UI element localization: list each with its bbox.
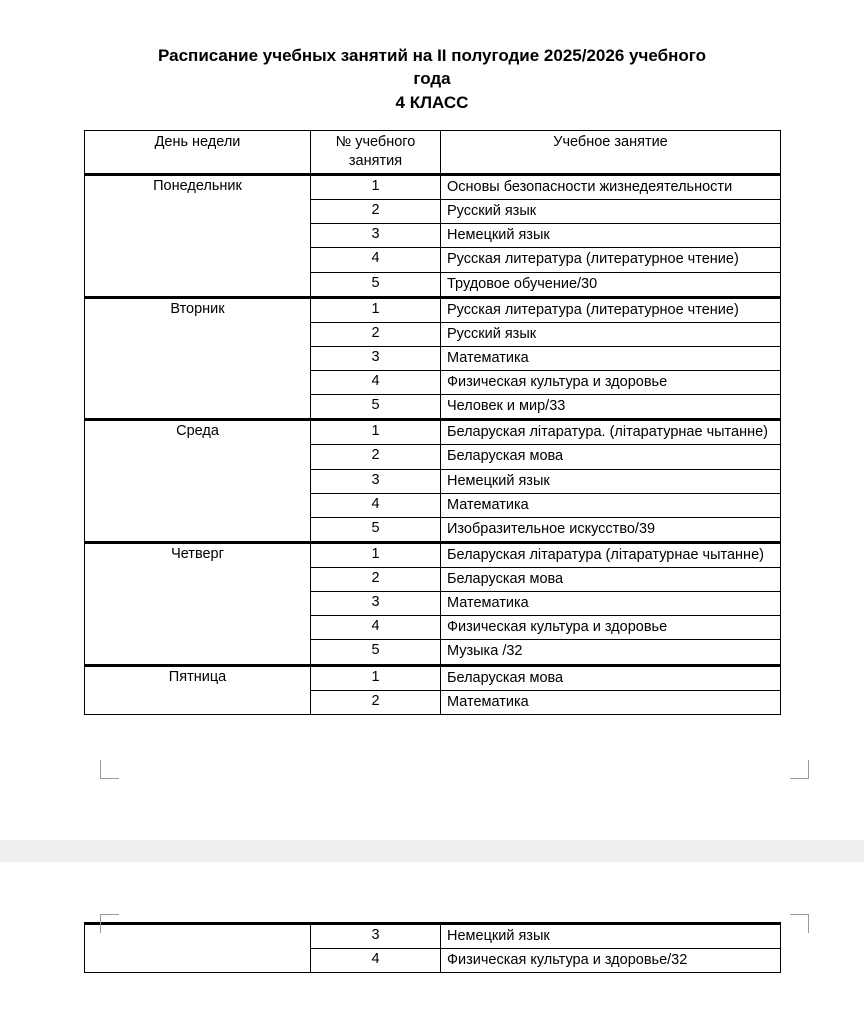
page-subtitle: 4 КЛАСС: [395, 92, 469, 112]
cell-lesson-name: Немецкий язык: [441, 924, 781, 949]
schedule-table-wrapper: [84, 130, 780, 714]
page-title-line-2: года: [413, 69, 451, 89]
cell-lesson-number: 2: [311, 568, 441, 592]
cell-lesson-number: 3: [311, 346, 441, 370]
cell-lesson-name: Физическая культура и здоровье/32: [441, 949, 781, 973]
cell-lesson-number: 4: [311, 949, 441, 973]
page-title: [0, 0, 864, 91]
schedule-continuation-wrapper: [84, 922, 780, 973]
cell-lesson-number: 5: [311, 395, 441, 420]
cell-lesson-number: 5: [311, 640, 441, 665]
table-header-row: [85, 131, 781, 175]
cell-lesson-name: Изобразительное искусство/39: [441, 517, 781, 542]
cell-day: Среда: [85, 420, 311, 543]
cell-lesson-name: Математика: [441, 592, 781, 616]
cell-lesson-name: Основы безопасности жизнедеятельности: [441, 175, 781, 200]
cell-day: Вторник: [85, 297, 311, 420]
cell-lesson-name: Математика: [441, 346, 781, 370]
cell-day: Четверг: [85, 542, 311, 665]
cell-lesson-name: Физическая культура и здоровье: [441, 371, 781, 395]
cell-lesson-number: 2: [311, 690, 441, 714]
continuation-table-body: [85, 924, 781, 973]
cell-lesson-number: 4: [311, 248, 441, 272]
continuation-table-row: [85, 924, 781, 949]
cell-lesson-name: Русский язык: [441, 200, 781, 224]
table-body: [85, 175, 781, 715]
cell-lesson-number: 3: [311, 924, 441, 949]
schedule-table: [84, 130, 781, 714]
cell-lesson-name: Математика: [441, 690, 781, 714]
crop-mark-top-left: [100, 760, 119, 779]
column-header-day: День недели: [85, 131, 311, 175]
cell-lesson-number: 3: [311, 224, 441, 248]
cell-lesson-number: 4: [311, 371, 441, 395]
cell-lesson-number: 1: [311, 420, 441, 445]
cell-lesson-number: 5: [311, 272, 441, 297]
table-header: [85, 131, 781, 175]
cell-lesson-number: 3: [311, 469, 441, 493]
cell-day: Понедельник: [85, 175, 311, 298]
cell-lesson-name: Русская литература (литературное чтение): [441, 297, 781, 322]
cell-lesson-name: Человек и мир/33: [441, 395, 781, 420]
page-title-line-1: Расписание учебных занятий на II полугодие 2025/2026 учебного: [158, 46, 706, 65]
crop-mark-top-right: [790, 760, 809, 779]
cell-lesson-name: Беларуская мова: [441, 445, 781, 469]
cell-lesson-number: 2: [311, 200, 441, 224]
table-row: [85, 542, 781, 567]
document-page-2: [0, 862, 864, 973]
cell-lesson-number: 1: [311, 542, 441, 567]
cell-lesson-name: Немецкий язык: [441, 224, 781, 248]
cell-lesson-name: Трудовое обучение/30: [441, 272, 781, 297]
cell-lesson-number: 4: [311, 493, 441, 517]
table-row: [85, 175, 781, 200]
column-header-number: № учебного занятия: [311, 131, 441, 175]
cell-lesson-name: Музыка /32: [441, 640, 781, 665]
crop-mark-bottom-right: [790, 914, 809, 933]
cell-day: Пятница: [85, 665, 311, 714]
cell-lesson-name: Русская литература (литературное чтение): [441, 248, 781, 272]
crop-mark-bottom-left: [100, 914, 119, 933]
cell-lesson-number: 3: [311, 592, 441, 616]
cell-lesson-name: Беларуская мова: [441, 665, 781, 690]
cell-lesson-name: Беларуская літаратура. (літаратурнае чытанне): [441, 420, 781, 445]
cell-lesson-number: 1: [311, 175, 441, 200]
table-row: [85, 665, 781, 690]
cell-lesson-number: 2: [311, 322, 441, 346]
page-separator: [0, 840, 864, 862]
table-row: [85, 297, 781, 322]
cell-lesson-name: Математика: [441, 493, 781, 517]
table-row: [85, 420, 781, 445]
cell-lesson-name: Немецкий язык: [441, 469, 781, 493]
schedule-continuation-table: [84, 922, 781, 973]
cell-lesson-number: 5: [311, 517, 441, 542]
cell-lesson-number: 1: [311, 297, 441, 322]
column-header-lesson: Учебное занятие: [441, 131, 781, 175]
cell-lesson-number: 4: [311, 616, 441, 640]
cell-lesson-number: 1: [311, 665, 441, 690]
cell-lesson-name: Беларуская літаратура (літаратурнае чытанне): [441, 542, 781, 567]
cell-lesson-number: 2: [311, 445, 441, 469]
cell-lesson-name: Физическая культура и здоровье: [441, 616, 781, 640]
cell-lesson-name: Русский язык: [441, 322, 781, 346]
cell-lesson-name: Беларуская мова: [441, 568, 781, 592]
